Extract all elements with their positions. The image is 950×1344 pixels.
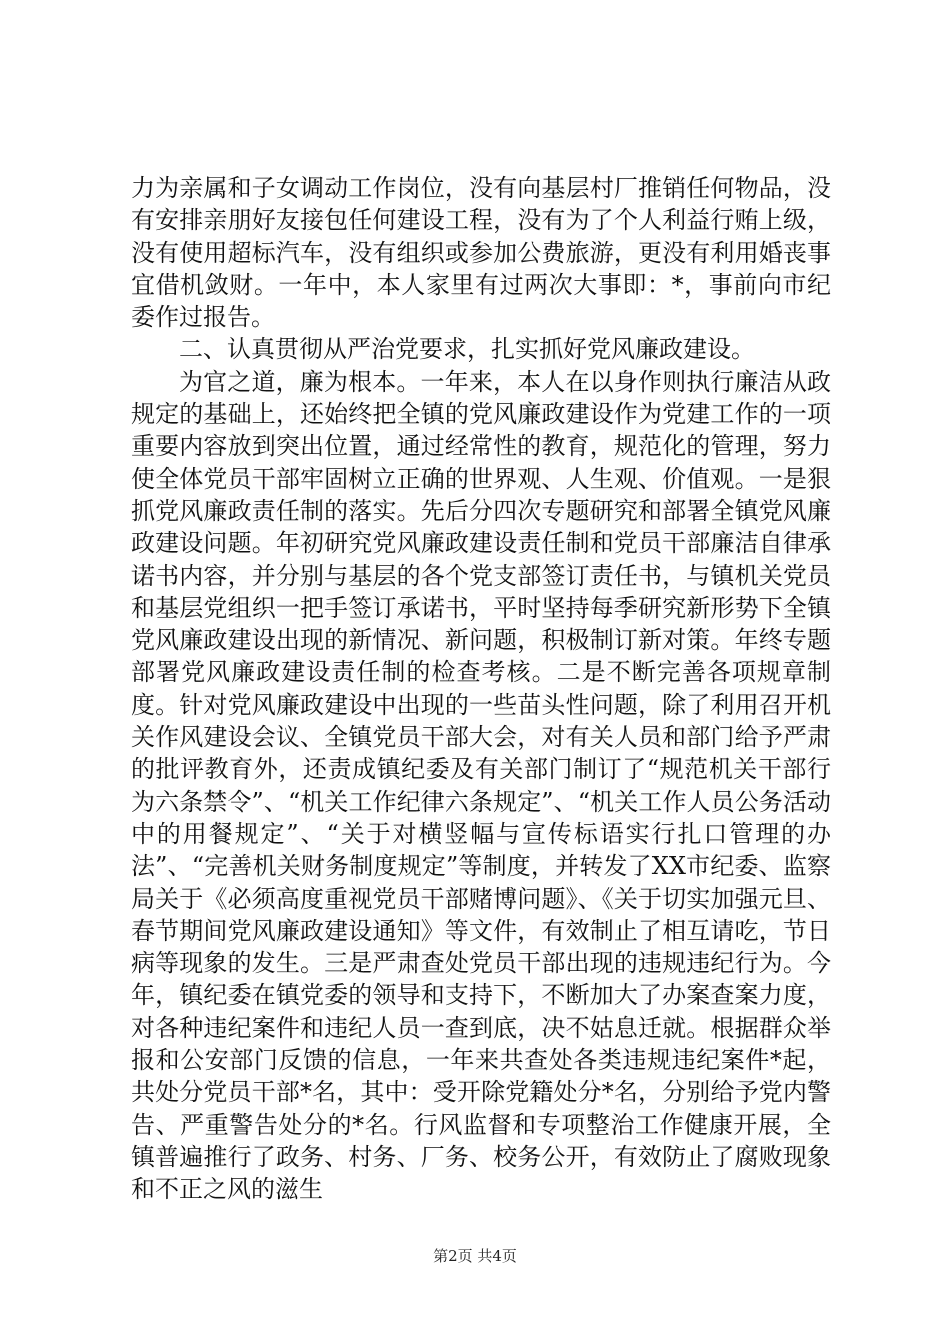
paragraph-continuation: 力为亲属和子女调动工作岗位，没有向基层村厂推销任何物品，没有安排亲朋好友接包任何建设工程，没有为了个人利益行贿上级，没有使用超标汽车，没有组织或参加公费旅游，更没有利用婚丧事宜借机敛财。一年中，本人家里有过两次大事即：*，事前向市纪委作过报告。 [131, 174, 831, 332]
document-body [131, 172, 831, 1206]
paragraph-body: 为官之道，廉为根本。一年来，本人在以身作则执行廉洁从政规定的基础上，还始终把全镇的党风廉政建设作为党建工作的一项重要内容放到突出位置，通过经常性的教育，规范化的管理，努力使全体党员干部牢固树立正确的世界观、人生观、价值观。一是狠抓党风廉政责任制的落实。先后分四次专题研究和部署全镇党风廉政建设问题。年初研究党风廉政建设责任制和党员干部廉洁自律承诺书内容，并分别与基层的各个党支部签订责任书，与镇机关党员和基层党组织一把手签订承诺书，平时坚持每季研究新形势下全镇党风廉政建设出现的新情况、新问题，积极制订新对策。年终专题部署党风廉政建设责任制的检查考核。二是不断完善各项规章制度。针对党风廉政建设中出现的一些苗头性问题，除了利用召开机关作风建设会议、全镇党员干部大会，对有关人员和部门给予严肃的批评教育外，还责成镇纪委及有关部门制订了“规范机关干部行为六条禁令”、“机关工作纪律六条规定”、“机关工作人员公务活动中的用餐规定”、“关于对横竖幅与宣传标语实行扎口管理的办法”、“完善机关财务制度规定”等制度，并转发了XX市纪委、监察局关于《必须高度重视党员干部赌博问题》、《关于切实加强元旦、春节期间党风廉政建设通知》等文件，有效制止了相互请吃，节日病等现象的发生。三是严肃查处党员干部出现的违规违纪行为。今年，镇纪委在镇党委的领导和支持下，不断加大了办案查案力度，对各种违纪案件和违纪人员一查到底，决不姑息迁就。根据群众举报和公安部门反馈的信息，一年来共查处各类违规违纪案件*起，共处分党员干部*名，其中：受开除党籍处分*名，分别给予党内警告、严重警告处分的*名。行风监督和专项整治工作健康开展，全镇普遍推行了政务、村务、厂务、校务公开，有效防止了腐败现象和不正之风的滋生 [131, 367, 831, 1204]
page-footer: 第2页 共4页 [433, 1247, 517, 1265]
section-heading: 二、认真贯彻从严治党要求，扎实抓好党风廉政建设。 [179, 335, 755, 364]
